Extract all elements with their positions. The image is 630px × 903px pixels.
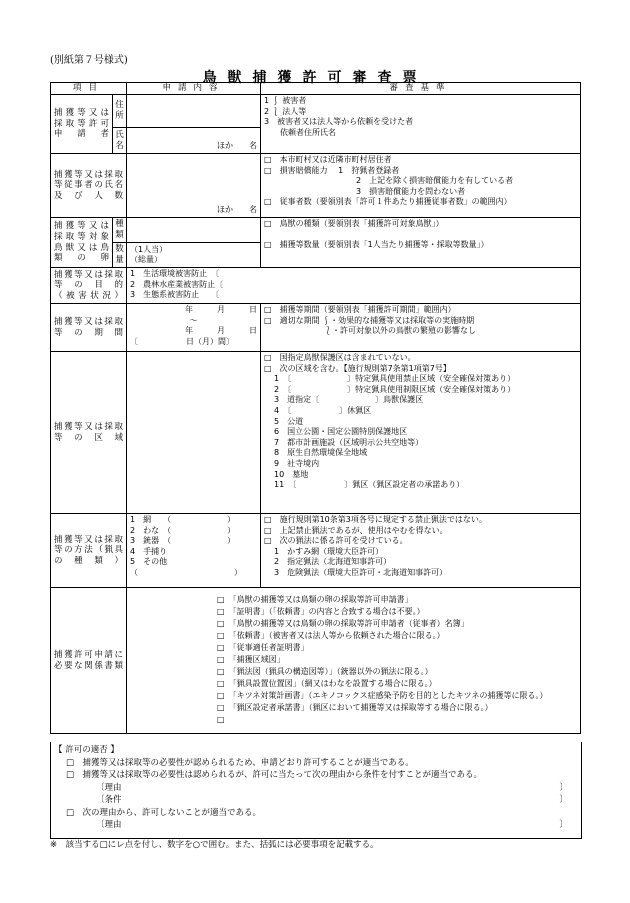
species-criteria: □ 鳥獣の種類（要領別表「捕獲許可対象鳥獣」） □ 捕獲等数量（要領別表「1人当たり捕獲等・採取等数量」） — [261, 218, 581, 268]
footnote: ※ 該当する□にレ点を付し、数字を○で囲む。また、括弧には必要事項を記載する。 — [50, 840, 379, 850]
species-type-label: 種類 — [113, 218, 127, 243]
area-criteria: □ 国指定鳥獣保護区は含まれていない。 □ 次の区域を含む。【施行規則第7条第1項第7号】 1 〔 〕特定猟具使用禁止区域（安全確保対策あり） 2 〔 〕特定猟具使用制限区域（安全確保対策あり） 3 道指定〔 〕鳥獣保護区 4 〔 〕休猟区 5 公道 6 国立公園・国定公園特別保護地区 7 都市計画施設（区域明示公共空地等） 8 原生自然環境保全地域 9 社寺境内 10 墓地 11 〔 〕猟区（猟区設定者の承諾あり） — [261, 352, 581, 514]
method-label: 捕獲等又は採取 等の方法（猟具 の種類） — [51, 514, 127, 588]
species-type-field[interactable] — [127, 218, 261, 243]
method-criteria: □ 施行規則第10条第3項各号に規定する禁止猟法ではない。 □ 上記禁止猟法であるが、使用はやむを得ない。 □ 次の猟法に係る許可を受けている。 1 かすみ網（環境大臣許可） 2 指定猟法（北海道知事許可） 3 危険猟法（環境大臣許可・北海道知事許可） — [261, 514, 581, 588]
applicant-address-field[interactable] — [127, 95, 261, 128]
review-table — [50, 82, 581, 734]
applicant-criteria: 1 ⎰ 被害者 2 ⎱ 法人等 3 被害者又は法人等から依頼を受けた者 依頼者住所氏名 — [261, 95, 581, 154]
permission-heading: 【 許可の適否 】 — [54, 745, 119, 755]
permission-reason-1[interactable]: 〔理由 〕 — [96, 782, 568, 793]
table-header-row — [51, 83, 581, 95]
applicant-address-label: 住所 — [113, 95, 127, 128]
permission-option-approve[interactable]: □ 捕獲等又は採取等の必要性が認められるため、申請どおり許可することが適当である。 — [66, 757, 414, 768]
documents-label: 捕獲許可申請に 必要な関係書類 — [51, 588, 127, 734]
header-criteria: 審査基準 — [261, 83, 581, 95]
form-reference: (別紙第７号様式) — [50, 55, 128, 66]
permission-condition[interactable]: 〔条件 〕 — [96, 795, 568, 805]
applicant-name-field[interactable]: ほか 名 — [127, 128, 261, 154]
applicant-name-label: 氏名 — [113, 128, 127, 154]
area-field[interactable] — [127, 352, 261, 514]
species-quantity-field[interactable]: （1人当） （総量） — [127, 243, 261, 268]
permission-reason-2[interactable]: 〔理由 〕 — [96, 820, 568, 830]
permission-option-conditional[interactable]: □ 捕獲等又は採取等の必要性は認められるが、許可に当たって次の理由から条件を付すことが適当である。 — [66, 770, 483, 780]
workers-criteria: □ 本市町村又は近隣市町村居住者 □ 損害賠償能力 1 狩猟者登録者 2 上記を除く損害賠償能力を有している者 3 損害賠償能力を問わない者 □ 従事者数（要領別表「許可１件あたり捕獲従事者数」の範囲内） — [261, 154, 581, 218]
permission-box — [50, 742, 582, 839]
method-field[interactable]: 1 網 （ ） 2 わな （ ） 3 銃器 （ ） 4 手捕り 5 その他 （ ） — [127, 514, 261, 588]
purpose-label: 捕獲等又は採取 等の目的 （被害状況） — [51, 268, 127, 304]
period-criteria: □ 捕獲等期間（要領別表「捕獲許可期間」範囲内） □ 適切な期間 ⎰・効果的な捕獲等又は採取等の実施時期 ⎱・許可対象以外の鳥獣の繁殖の影響なし — [261, 304, 581, 352]
documents-list: □ 「鳥獣の捕獲等又は鳥類の卵の採取等許可申請書」 □ 「証明書」（「依頼書」の内容と合致する場合は不要。） □ 「鳥獣の捕獲等又は鳥類の卵の採取等許可申請者（従事者）名簿」 □ 「依頼書」（被害者又は法人等から依頼された場合に限る。） □ 「従事適任者証明書」 □ 「捕獲区域図」 □ 「猟法図（猟具の構造図等）」（銃器以外の猟法に限る。） □ 「猟具設置位置図」（網又はわなを設置する場合に限る。） □ 「キツネ対策計画書」（エキノコックス症感染予防を目的としたキツネの捕獲等に限る。） □ 「猟区設定者承諾書」（猟区において捕獲等又は採取等する場合に限る。） □ — [127, 588, 581, 734]
period-label: 捕獲等又は採取 等の期間 — [51, 304, 127, 352]
applicant-label: 捕獲等又は 採取等許可 申請者 — [51, 95, 113, 154]
period-field[interactable]: 年 月 日 ～ 年 月 日 〔 日（月）間〕 — [127, 304, 261, 352]
species-label: 捕獲等又は 採取等対象 鳥獣又は鳥 類の卵 — [51, 218, 113, 268]
purpose-field[interactable]: 1 生活環境被害防止 〔 2 農林水産業被害防止〔 3 生態系被害防止 〔 — [127, 268, 581, 304]
area-label: 捕獲等又は採取 等の区域 — [51, 352, 127, 514]
species-quantity-label: 数量 — [113, 243, 127, 268]
header-item: 項目 — [51, 83, 127, 95]
workers-field[interactable]: ほか 名 — [127, 154, 261, 218]
permission-option-deny[interactable]: □ 次の理由から、許可しないことが適当である。 — [66, 807, 262, 818]
workers-label: 捕獲等又は採取 等従事者の氏名 及び人数 — [51, 154, 127, 218]
header-content: 申請内容 — [127, 83, 261, 95]
page-title: 鳥獣捕獲許可審査票 — [202, 70, 428, 86]
